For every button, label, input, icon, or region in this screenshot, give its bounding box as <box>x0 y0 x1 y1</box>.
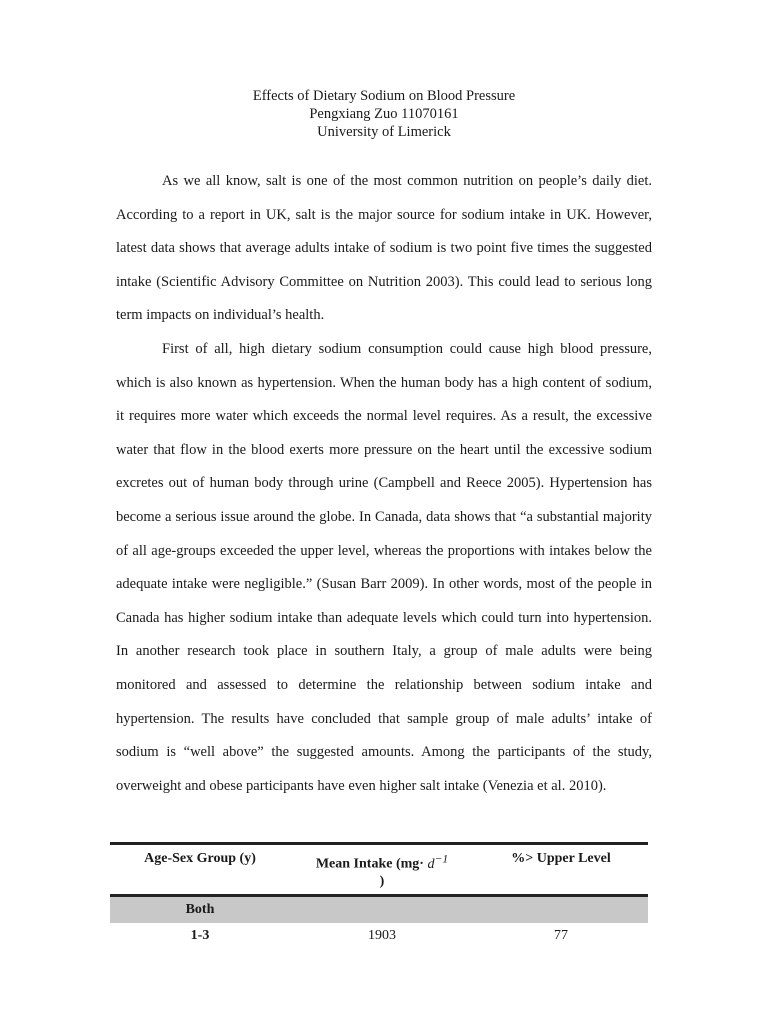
sodium-intake-table <box>110 842 648 949</box>
header-mean-intake-close: ) <box>379 873 385 889</box>
unit-exponent: −1 <box>434 852 449 865</box>
header-mean-intake-unit <box>427 852 449 872</box>
header-mean-intake-label: Mean Intake (mg· <box>315 856 424 872</box>
group-empty-cell <box>474 895 648 923</box>
cell-age-group: 1-3 <box>190 927 210 943</box>
header-mean-intake <box>290 845 474 895</box>
group-empty-cell <box>290 895 474 923</box>
table-group-row <box>110 895 648 923</box>
header-upper-level: %> Upper Level <box>474 845 648 895</box>
cell-mean-intake: 1903 <box>368 927 396 943</box>
paragraph-intro: As we all know, salt is one of the most common nutrition on people’s daily diet. According to a report in UK, salt is the major source for sodium intake in UK. However, latest data shows that average adults intake of sodium is two point five times the suggested intake (Scientific Advisory Committee on Nutrition 2003). This could lead to serious long term impacts on individual’s health. <box>116 173 652 324</box>
institution: University of Limerick <box>317 124 451 140</box>
unit-d: d <box>427 856 435 872</box>
table-header-row <box>110 845 648 895</box>
table-row <box>110 923 648 949</box>
cell-pct-upper: 77 <box>554 927 568 943</box>
document-title: Effects of Dietary Sodium on Blood Pressure <box>252 88 516 104</box>
author-line: Pengxiang Zuo 11070161 <box>309 106 459 122</box>
paragraph-hypertension: First of all, high dietary sodium consumption could cause high blood pressure, which is also known as hypertension. When the human body has a high content of sodium, it requires more water which exceeds the normal level requires. As a result, the excessive water that flow in the blood exerts more pressure on the heart until the excessive sodium excretes out of human body through urine (Campbell and Reece 2005). Hypertension has become a serious issue around the globe. In Canada, data shows that “a substantial majority of all age-groups exceeded the upper level, whereas the proportions with intakes below the adequate intake were negligible.” (Susan Barr 2009). In other words, most of the people in Canada has higher sodium intake than adequate levels which could turn into hypertension. In another research took place in southern Italy, a group of male adults were being monitored and assessed to determine the relationship between sodium intake and hypertension. The results have concluded that sample group of male adults’ intake of sodium is “well above” the suggested amounts. Among the participants of the study, overweight and obese participants have even higher salt intake (Venezia et al. 2010). <box>116 340 652 794</box>
body-text <box>116 165 652 803</box>
group-label-both: Both <box>110 895 290 923</box>
header-age-sex-group: Age-Sex Group (y) <box>110 845 290 895</box>
document-header <box>0 87 768 141</box>
